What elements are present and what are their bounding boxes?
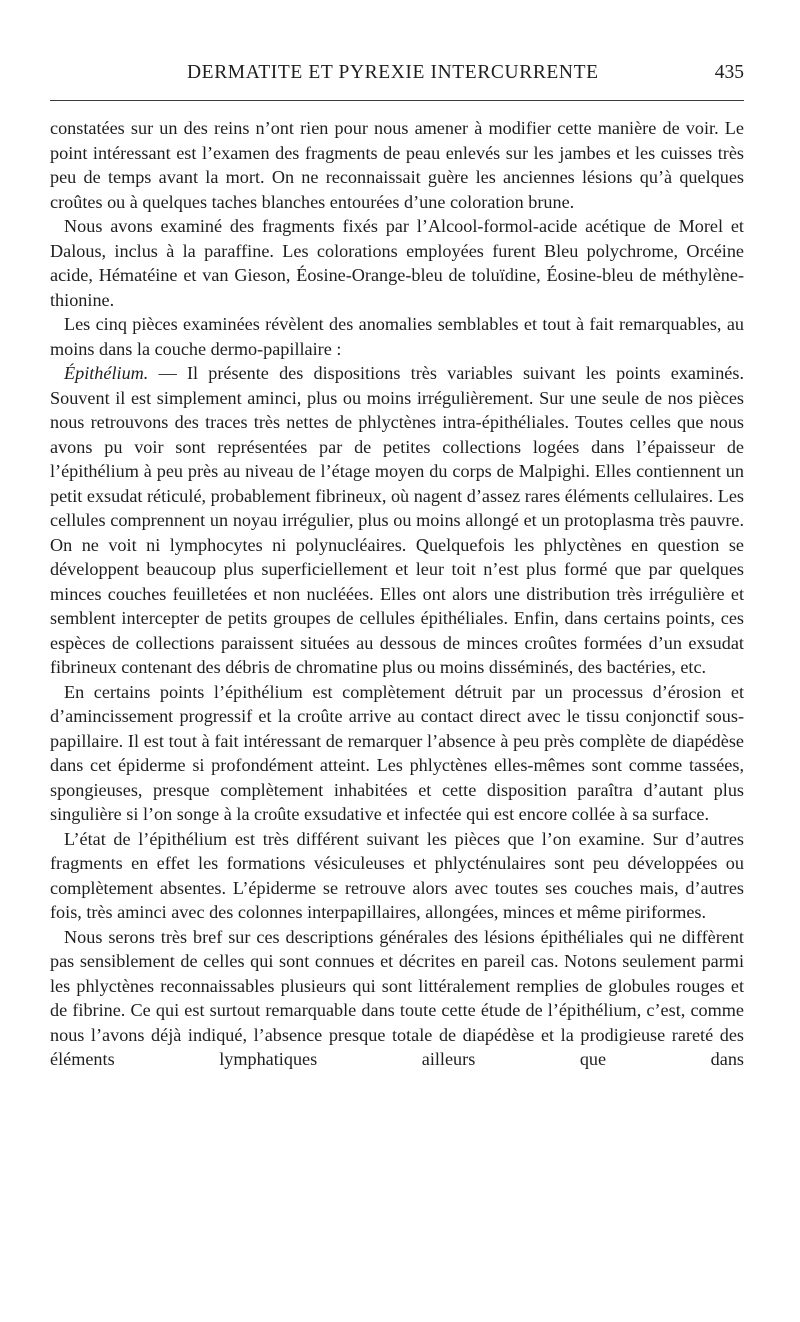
page-number: 435	[714, 62, 744, 83]
paragraph-text: Nous avons examiné des fragments fixés par l’Alcool-formol-acide acétique de Morel et Dalous, inclus à la paraffine. Les colorations employées furent Bleu polychrome, Orcéine acide, Hématéine et van Gieson, Éosine-Orange-bleu de toluïdine, Éosine-bleu de méthylène-thionine.	[50, 216, 744, 310]
paragraph-text: Les cinq pièces examinées révèlent des anomalies semblables et tout à fait remarquables, au moins dans la couche dermo-papillaire :	[50, 314, 744, 359]
book-page	[50, 0, 744, 1322]
header-rule	[50, 100, 744, 101]
paragraph-text: En certains points l’épithélium est complètement détruit par un processus d’érosion et d’amincissement progressif et la croûte arrive au contact direct avec le tissu conjonctif sous-papillaire. Il est tout à fait intéressant de remarquer l’absence à peu près complète de diapédèse dans cet épiderme si profondément atteint. Les phlyctènes elles-mêmes sont comme tassées, spongieuses, presque complètement inhabitées et cette disposition paraîtra d’autant plus singulière si l’on songe à la croûte exsudative et infectée qui est encore collée à sa surface.	[50, 681, 744, 824]
paragraph	[50, 116, 744, 214]
paragraph-text: L’état de l’épithélium est très différent suivant les pièces que l’on examine. Sur d’autres fragments en effet les formations vésiculeuses et phlycténulaires sont peu développées ou complètement absentes. L’épiderme se retrouve alors avec toutes ses couches mais, d’autres fois, très aminci avec des colonnes interpapillaires, allongées, minces et même piriformes.	[50, 828, 744, 922]
paragraph-text: Nous serons très bref sur ces descriptions générales des lésions épithéliales qui ne diffèrent pas sensiblement de celles qui sont connues et décrites en pareil cas. Notons seulement parmi les phlyctènes reconnaissables plusieurs qui sont littéralement remplies de globules rouges et de fibrine. Ce qui est surtout remarquable dans toute cette étude de l’épithélium, c’est, comme nous l’avons déjà indiqué, l’absence presque totale de diapédèse et la prodigieuse rareté des éléments lymphatiques ailleurs que dans	[50, 926, 744, 1069]
paragraph	[50, 361, 744, 680]
paragraph	[50, 312, 744, 361]
paragraph-text: — Il présente des dispositions très variables suivant les points examinés. Souvent il est simplement aminci, plus ou moins irrégulièrement. Sur une seule de nos pièces nous retrouvons des traces très nettes de phlyctènes intra-épithéliales. Toutes celles que nous avons pu voir sont représentées par de petites collections logées dans l’épaisseur de l’épithélium à peu près au niveau de l’étage moyen du corps de Malpighi. Elles contiennent un petit exsudat réticulé, probablement fibrineux, où nagent d’assez rares éléments cellulaires. Les cellules comprennent un noyau irrégulier, plus ou moins allongé et un protoplasma très pauvre. On ne voit ni lymphocytes ni polynucléaires. Quelquefois les phlyctènes en question se développent beaucoup plus superficiellement et leur toit n’est plus formé que par quelques minces couches feuilletées et non nucléées. Elles ont alors une distribution très irrégulière et semblent intercepter de petits groupes de cellules épithéliales. Enfin, dans certains points, ces espèces de collections paraissent situées au dessous de minces croûtes formées d’un exsudat fibrineux contenant des débris de chromatine plus ou moins disséminés, des bactéries, etc.	[50, 363, 744, 677]
page-header	[50, 62, 744, 86]
paragraph	[50, 680, 744, 827]
paragraph	[50, 925, 744, 1072]
paragraph-text: constatées sur un des reins n’ont rien pour nous amener à modifier cette manière de voir. Le point intéressant est l’examen des fragments de peau enlevés sur les jambes et les cuisses très peu de temps avant la mort. On ne reconnaissait guère les anciennes lésions qu’à quelques croûtes ou à quelques taches blanches entourées d’une coloration brune.	[50, 118, 744, 212]
body-text	[50, 116, 744, 1072]
running-title: DERMATITE ET PYREXIE INTERCURRENTE	[187, 62, 599, 83]
paragraph	[50, 827, 744, 925]
paragraph	[50, 214, 744, 312]
section-lead: Épithélium.	[64, 363, 149, 383]
